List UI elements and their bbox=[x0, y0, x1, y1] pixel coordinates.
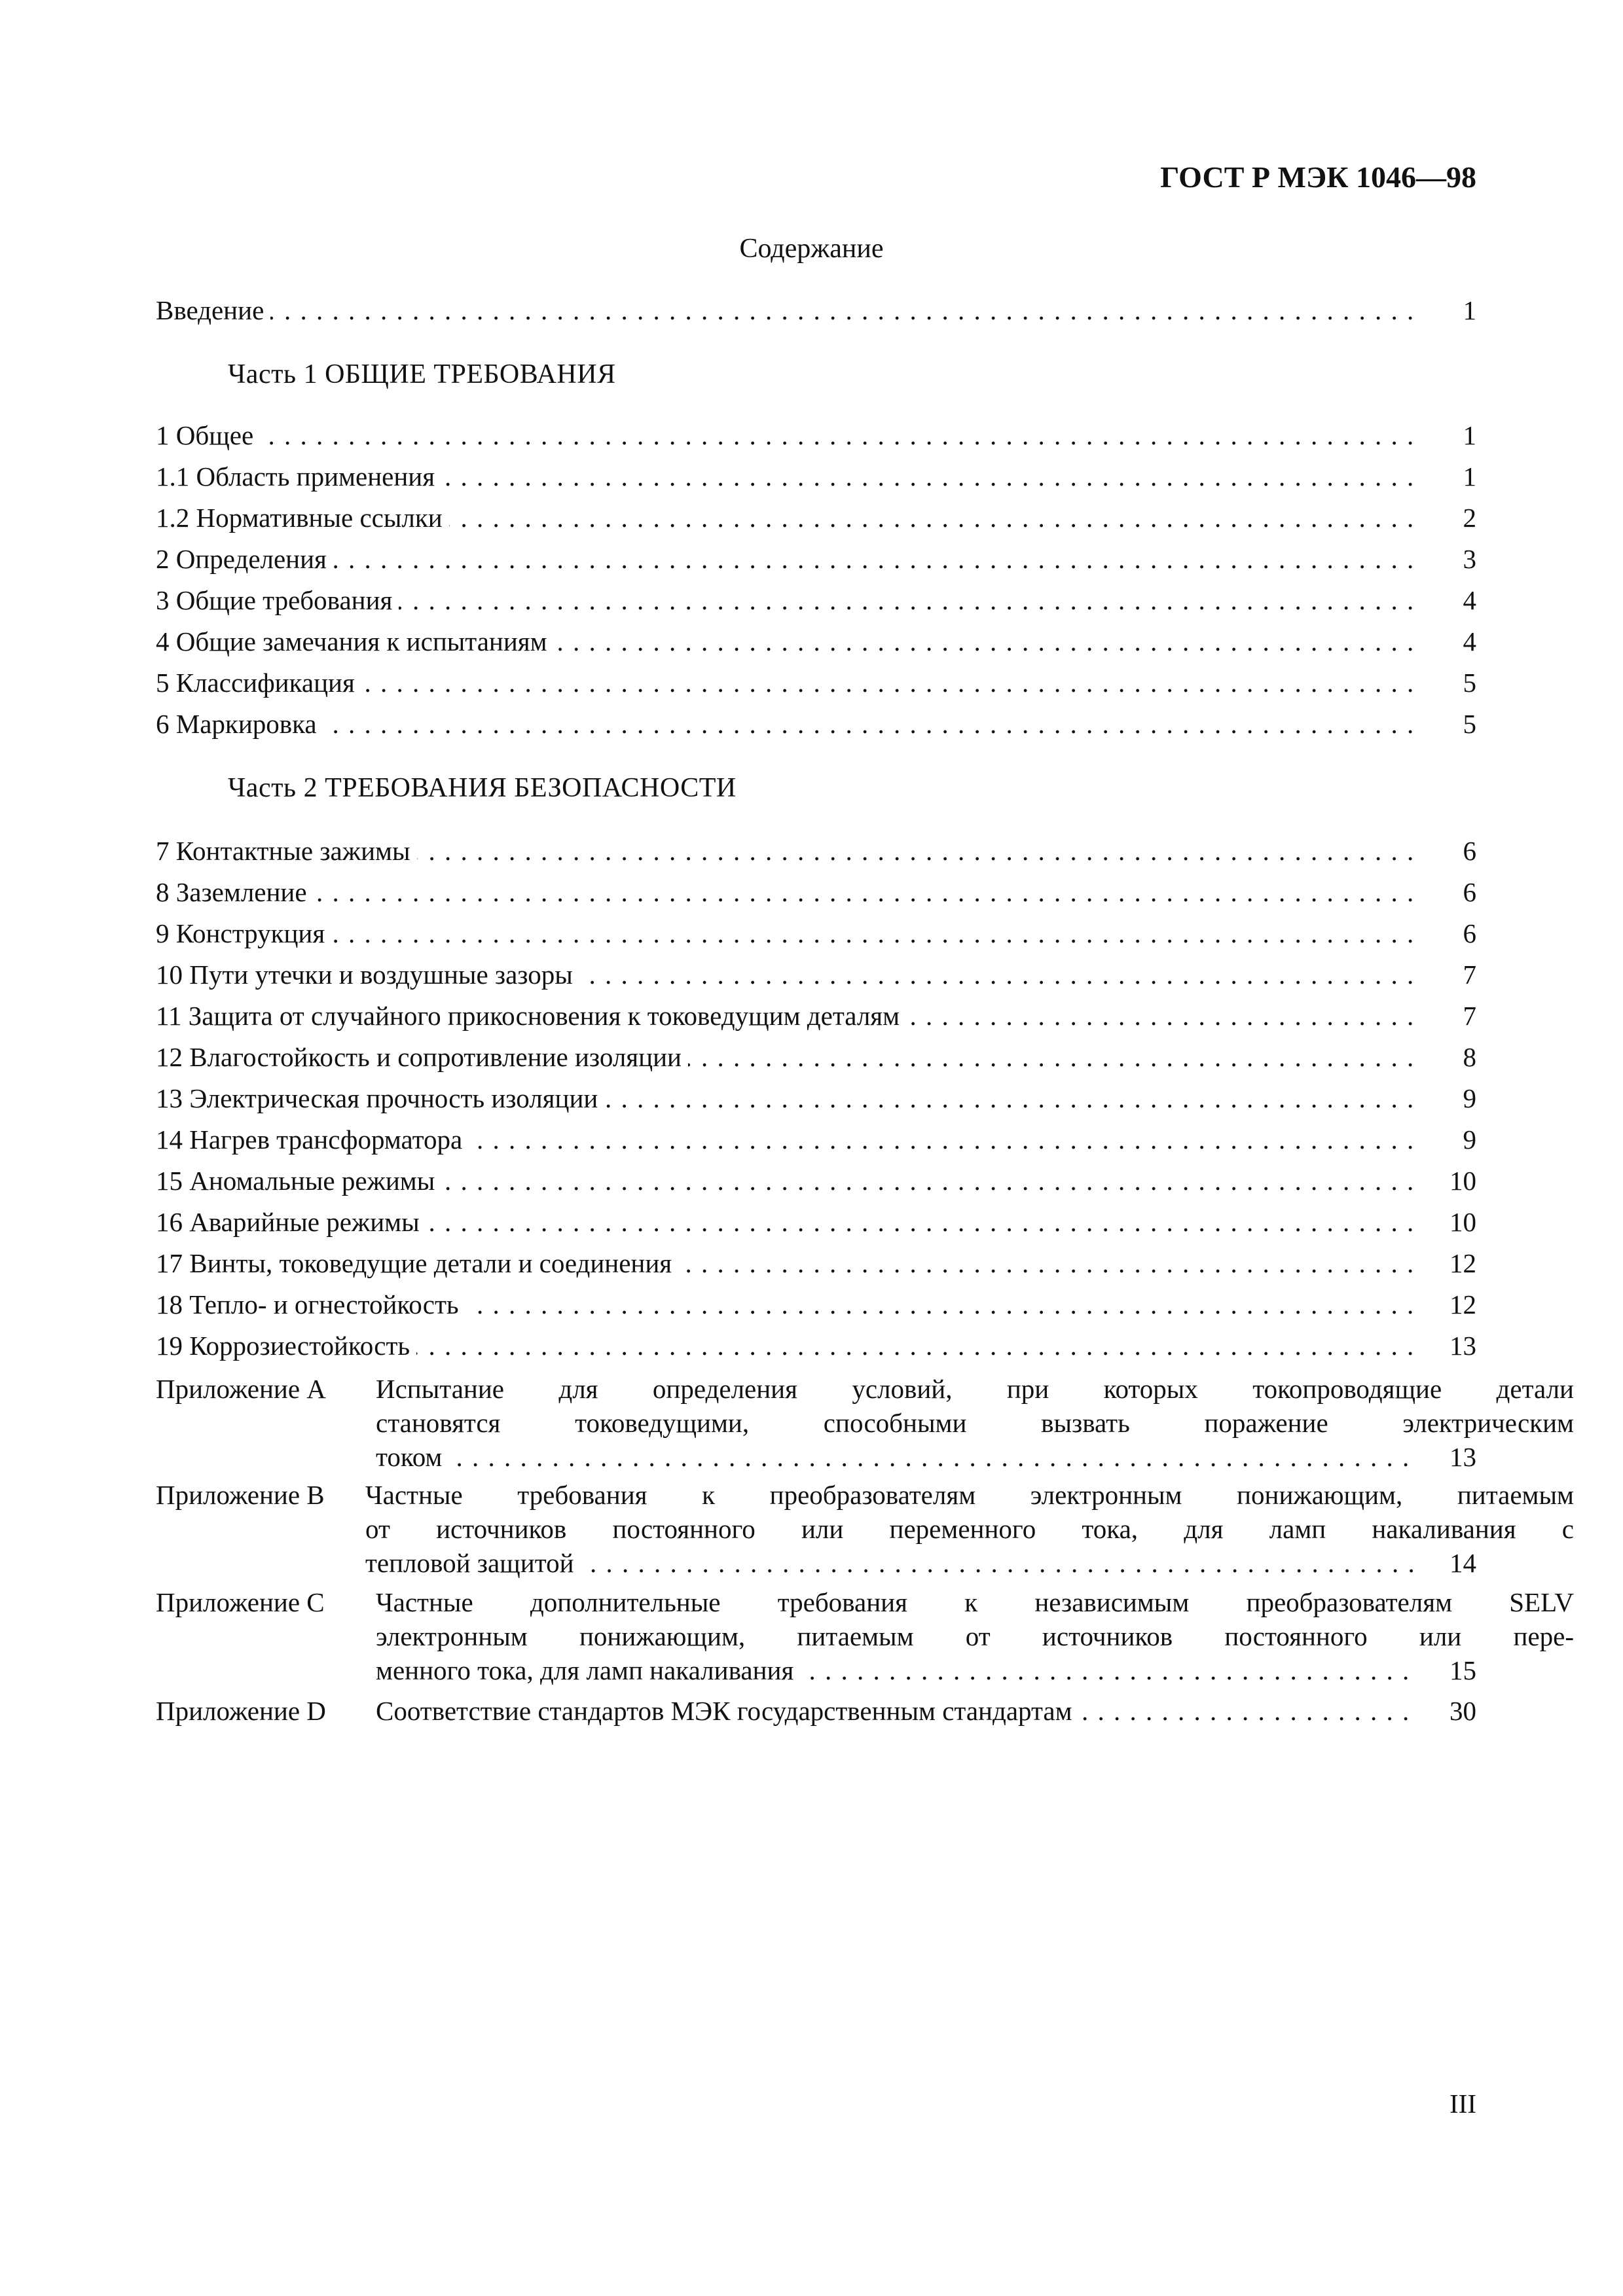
appendix-text-line: Частные требования к преобразователям электронным понижающим, питаемым bbox=[365, 1480, 1574, 1510]
toc-entry-page: 13 bbox=[1450, 1442, 1476, 1472]
toc-entry-page: 14 bbox=[1450, 1548, 1476, 1578]
toc-entry-label: 1 Общее bbox=[156, 420, 260, 450]
toc-entry-page: 4 bbox=[1463, 626, 1476, 656]
appendix-text-line: менного тока, для ламп накаливания bbox=[376, 1655, 800, 1685]
toc-entry-label: 16 Аварийные режимы bbox=[156, 1207, 426, 1237]
toc-entry-label: 6 Маркировка bbox=[156, 709, 323, 739]
toc-entry-label: 18 Тепло- и огнестойкость bbox=[156, 1289, 465, 1319]
toc-entry-page: 30 bbox=[1450, 1696, 1476, 1726]
toc-entry-label: 1.2 Нормативные ссылки bbox=[156, 503, 449, 533]
toc-entry[interactable] bbox=[156, 543, 1476, 583]
toc-entry[interactable] bbox=[156, 959, 1476, 998]
toc-entry-page: 1 bbox=[1463, 420, 1476, 450]
toc-entry-label: 12 Влагостойкость и сопротивление изоляции bbox=[156, 1042, 688, 1072]
toc-entry[interactable] bbox=[156, 1247, 1476, 1287]
toc-entry-page: 12 bbox=[1450, 1289, 1476, 1319]
toc-entry-page: 1 bbox=[1463, 461, 1476, 492]
toc-entry-page: 5 bbox=[1463, 668, 1476, 698]
toc-entry-page: 5 bbox=[1463, 709, 1476, 739]
toc-entry-label: 19 Коррозиестойкость bbox=[156, 1331, 416, 1361]
document-code: ГОСТ Р МЭК 1046—98 bbox=[1160, 160, 1476, 194]
appendix-lead: Приложение A bbox=[156, 1374, 326, 1404]
page-number: III bbox=[1450, 2089, 1476, 2119]
toc-entry-page: 13 bbox=[1450, 1331, 1476, 1361]
toc-entry-label: 7 Контактные зажимы bbox=[156, 836, 417, 866]
toc-entry[interactable] bbox=[156, 1041, 1476, 1081]
toc-entry-page: 9 bbox=[1463, 1124, 1476, 1155]
toc-entry-page: 6 bbox=[1463, 877, 1476, 907]
appendix-lead: Приложение D bbox=[156, 1696, 326, 1726]
toc-entry-label: 17 Винты, токоведущие детали и соединения bbox=[156, 1248, 678, 1278]
appendix-lead: Приложение B bbox=[156, 1480, 325, 1510]
toc-entry-page: 3 bbox=[1463, 544, 1476, 574]
toc-entry-label: 11 Защита от случайного прикосновения к токоведущим деталям bbox=[156, 1001, 906, 1031]
toc-entry[interactable] bbox=[156, 1289, 1476, 1328]
toc-entry[interactable] bbox=[156, 1083, 1476, 1122]
toc-entry-page: 1 bbox=[1463, 295, 1476, 325]
toc-entry[interactable] bbox=[156, 1165, 1476, 1204]
toc-entry-page: 2 bbox=[1463, 503, 1476, 533]
toc-entry-page: 7 bbox=[1463, 1001, 1476, 1031]
toc-entry[interactable] bbox=[156, 1206, 1476, 1246]
toc-entry-label: 1.1 Область применения bbox=[156, 461, 441, 492]
toc-entry[interactable] bbox=[156, 876, 1476, 916]
toc-entry[interactable] bbox=[156, 1330, 1476, 1369]
appendix-text-line: Соответствие стандартов МЭК государственным стандартам bbox=[376, 1696, 1079, 1726]
toc-entry-label: 13 Электрическая прочность изоляции bbox=[156, 1083, 604, 1113]
toc-entry-label: 14 Нагрев трансформатора bbox=[156, 1124, 469, 1155]
part-1-heading: Часть 1 ОБЩИЕ ТРЕБОВАНИЯ bbox=[228, 359, 616, 389]
toc-entry-page: 10 bbox=[1450, 1207, 1476, 1237]
toc-entry-page: 7 bbox=[1463, 960, 1476, 990]
toc-entry[interactable] bbox=[156, 626, 1476, 665]
toc-entry-page: 15 bbox=[1450, 1655, 1476, 1685]
toc-entry-label: 10 Пути утечки и воздушные зазоры bbox=[156, 960, 579, 990]
toc-entry[interactable] bbox=[156, 667, 1476, 706]
toc-entry-page: 12 bbox=[1450, 1248, 1476, 1278]
appendix-text-line: током bbox=[376, 1442, 448, 1472]
toc-entry-label: Введение bbox=[156, 295, 270, 325]
part-2-heading: Часть 2 ТРЕБОВАНИЯ БЕЗОПАСНОСТИ bbox=[228, 773, 737, 803]
appendix-lead: Приложение C bbox=[156, 1587, 325, 1617]
toc-entry[interactable] bbox=[156, 1000, 1476, 1039]
appendix-text-line: электронным понижающим, питаемым от источников постоянного или пере- bbox=[376, 1621, 1574, 1651]
appendix-text-line: от источников постоянного или переменного тока, для ламп накаливания с bbox=[365, 1514, 1574, 1544]
toc-entry[interactable] bbox=[156, 835, 1476, 874]
toc-entry-label: 4 Общие замечания к испытаниям bbox=[156, 626, 554, 656]
toc-entry-page: 9 bbox=[1463, 1083, 1476, 1113]
toc-entry[interactable] bbox=[156, 420, 1476, 459]
toc-entry-label: 3 Общие требования bbox=[156, 585, 399, 615]
toc-entry[interactable] bbox=[156, 502, 1476, 541]
toc-entry-page: 6 bbox=[1463, 918, 1476, 948]
toc-entry-page: 8 bbox=[1463, 1042, 1476, 1072]
toc-entry-page: 4 bbox=[1463, 585, 1476, 615]
toc-entry[interactable] bbox=[156, 918, 1476, 957]
toc-entry[interactable] bbox=[156, 1124, 1476, 1163]
toc-entry-label: 9 Конструкция bbox=[156, 918, 331, 948]
toc-entry-intro[interactable] bbox=[156, 295, 1476, 334]
toc-title: Содержание bbox=[739, 234, 884, 264]
toc-entry-label: 2 Определения bbox=[156, 544, 333, 574]
appendix-text-line: становятся токоведущими, способными вызвать поражение электрическим bbox=[376, 1408, 1574, 1438]
toc-entry[interactable] bbox=[156, 461, 1476, 500]
toc-entry[interactable] bbox=[156, 584, 1476, 624]
toc-entry-label: 15 Аномальные режимы bbox=[156, 1166, 441, 1196]
toc-entry-page: 10 bbox=[1450, 1166, 1476, 1196]
toc-entry[interactable] bbox=[156, 708, 1476, 747]
appendix-text-line: Испытание для определения условий, при которых токопроводящие детали bbox=[376, 1374, 1574, 1404]
toc-entry-page: 6 bbox=[1463, 836, 1476, 866]
appendix-text-line: Частные дополнительные требования к независимым преобразователям SELV bbox=[376, 1587, 1574, 1617]
appendix-text-line: тепловой защитой bbox=[365, 1548, 581, 1578]
toc-entry-label: 5 Классификация bbox=[156, 668, 361, 698]
toc-entry-label: 8 Заземление bbox=[156, 877, 314, 907]
